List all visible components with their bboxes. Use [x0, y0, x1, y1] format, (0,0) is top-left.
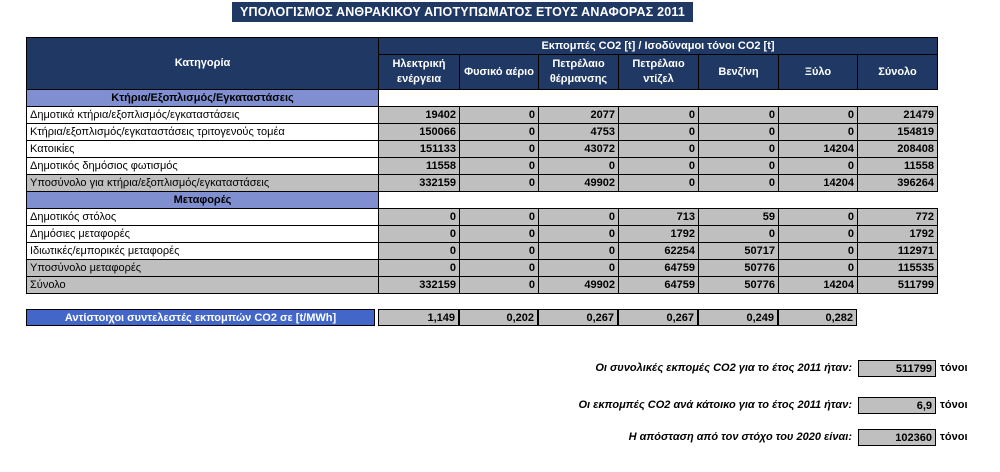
- value-cell: 0: [460, 158, 539, 175]
- value-cell: 150066: [379, 124, 460, 141]
- table-row: [27, 175, 938, 192]
- table-row: [27, 158, 938, 175]
- sheet-title: ΥΠΟΛΟΓΙΣΜΟΣ ΑΝΘΡΑΚΙΚΟΥ ΑΠΟΤΥΠΩΜΑΤΟΣ ΕΤΟΥΣ ΑΝΑΦΟΡΑΣ 2011: [232, 2, 693, 22]
- summary-label: Οι συνολικές εκπομές CO2 για το έτος 2011 ήταν:: [595, 362, 852, 374]
- value-cell: 332159: [379, 277, 460, 294]
- column-header: Σύνολο: [858, 55, 938, 90]
- value-cell: 0: [379, 260, 460, 277]
- table-row: [27, 226, 938, 243]
- value-cell: 0: [379, 243, 460, 260]
- value-cell: 115535: [858, 260, 938, 277]
- value-cell: 50717: [699, 243, 779, 260]
- column-header: Βενζίνη: [699, 55, 779, 90]
- table-row: [27, 209, 938, 226]
- value-cell: 0: [779, 107, 858, 124]
- value-cell: 713: [619, 209, 699, 226]
- value-cell: 0: [779, 209, 858, 226]
- table-row: [27, 277, 938, 294]
- value-cell: 59: [699, 209, 779, 226]
- value-cell: 0: [619, 124, 699, 141]
- value-cell: 112971: [858, 243, 938, 260]
- emissions-header: Εκπομπές CO2 [t] / Ισοδύναμοι τόνοι CO2 [t]: [379, 38, 938, 55]
- value-cell: 0: [460, 243, 539, 260]
- value-cell: 0: [539, 260, 619, 277]
- value-cell: 0: [699, 226, 779, 243]
- row-label: Δημοτικός δημόσιος φωτισμός: [27, 158, 379, 175]
- value-cell: 0: [460, 141, 539, 158]
- value-cell: 11558: [379, 158, 460, 175]
- row-label: Ιδιωτικές/εμπορικές μεταφορές: [27, 243, 379, 260]
- value-cell: 208408: [858, 141, 938, 158]
- value-cell: 50776: [699, 277, 779, 294]
- value-cell: 0: [619, 175, 699, 192]
- column-header: Ξύλο: [779, 55, 858, 90]
- emission-factor-cell: 0,202: [459, 309, 538, 326]
- value-cell: 1792: [858, 226, 938, 243]
- value-cell: 396264: [858, 175, 938, 192]
- value-cell: 0: [460, 277, 539, 294]
- value-cell: 154819: [858, 124, 938, 141]
- summary-value: 511799: [858, 360, 936, 377]
- value-cell: 4753: [539, 124, 619, 141]
- summary-unit: τόνοι: [940, 362, 968, 374]
- value-cell: 0: [779, 158, 858, 175]
- value-cell: 0: [379, 226, 460, 243]
- value-cell: 49902: [539, 175, 619, 192]
- value-cell: 0: [779, 243, 858, 260]
- value-cell: 0: [699, 141, 779, 158]
- value-cell: 0: [539, 243, 619, 260]
- column-header: Ηλεκτρική ενέργεια: [379, 55, 460, 90]
- value-cell: 0: [379, 209, 460, 226]
- value-cell: 0: [779, 260, 858, 277]
- table-row: [27, 141, 938, 158]
- value-cell: 0: [699, 124, 779, 141]
- value-cell: 43072: [539, 141, 619, 158]
- emission-factor-cell: 0,249: [698, 309, 778, 326]
- value-cell: 0: [460, 226, 539, 243]
- value-cell: 0: [460, 209, 539, 226]
- value-cell: 0: [619, 107, 699, 124]
- value-cell: 14204: [779, 141, 858, 158]
- emission-factor-cell: 0,267: [618, 309, 698, 326]
- value-cell: 2077: [539, 107, 619, 124]
- emission-factors-label: Αντίστοιχοι συντελεστές εκπομπών CO2 σε [t/MWh]: [26, 309, 375, 326]
- value-cell: 0: [619, 141, 699, 158]
- row-label: Δημοτικά κτήρια/εξοπλισμός/εγκαταστάσεις: [27, 107, 379, 124]
- summary-label: Οι εκπομπές CO2 ανά κάτοικο για το έτος 2011 ήταν:: [578, 399, 852, 411]
- value-cell: 0: [619, 158, 699, 175]
- value-cell: 0: [539, 209, 619, 226]
- value-cell: 0: [460, 107, 539, 124]
- category-header: Κατηγορία: [27, 38, 379, 90]
- emissions-table: [26, 37, 938, 294]
- emission-factor-cell: 0,267: [538, 309, 618, 326]
- table-row: [27, 107, 938, 124]
- value-cell: 64759: [619, 260, 699, 277]
- row-label: Υποσύνολο για κτήρια/εξοπλισμός/εγκαταστάσεις: [27, 175, 379, 192]
- row-label: Δημόσιες μεταφορές: [27, 226, 379, 243]
- summary-unit: τόνοι: [940, 399, 968, 411]
- value-cell: 0: [460, 175, 539, 192]
- value-cell: 0: [539, 226, 619, 243]
- summary-value: 102360: [858, 429, 936, 446]
- value-cell: 21479: [858, 107, 938, 124]
- column-header: Πετρέλαιο θέρμανσης: [539, 55, 619, 90]
- table-row: [27, 260, 938, 277]
- value-cell: 11558: [858, 158, 938, 175]
- value-cell: 50776: [699, 260, 779, 277]
- column-header: Φυσικό αέριο: [460, 55, 539, 90]
- value-cell: 332159: [379, 175, 460, 192]
- row-label: Δημοτικός στόλος: [27, 209, 379, 226]
- table-row: [27, 243, 938, 260]
- section-transport: Μεταφορές: [27, 192, 379, 209]
- value-cell: 0: [460, 260, 539, 277]
- summary-label: Η απόσταση από τον στόχο του 2020 είναι:: [628, 431, 852, 443]
- summary-unit: τόνοι: [940, 431, 968, 443]
- column-header: Πετρέλαιο ντίζελ: [619, 55, 699, 90]
- emission-factor-cell: 0,282: [778, 309, 857, 326]
- value-cell: 0: [699, 175, 779, 192]
- value-cell: 0: [460, 124, 539, 141]
- value-cell: 14204: [779, 175, 858, 192]
- value-cell: 49902: [539, 277, 619, 294]
- value-cell: 0: [779, 226, 858, 243]
- row-label: Υποσύνολο μεταφορές: [27, 260, 379, 277]
- section-buildings: Κτήρια/Εξοπλισμός/Εγκαταστάσεις: [27, 90, 379, 107]
- value-cell: 772: [858, 209, 938, 226]
- value-cell: 0: [779, 124, 858, 141]
- value-cell: 0: [699, 158, 779, 175]
- table-row: [27, 124, 938, 141]
- summary-value: 6,9: [858, 397, 936, 414]
- value-cell: 62254: [619, 243, 699, 260]
- value-cell: 64759: [619, 277, 699, 294]
- row-label: Κτήρια/εξοπλισμός/εγκαταστάσεις τριτογενούς τομέα: [27, 124, 379, 141]
- value-cell: 1792: [619, 226, 699, 243]
- value-cell: 19402: [379, 107, 460, 124]
- value-cell: 0: [539, 158, 619, 175]
- value-cell: 511799: [858, 277, 938, 294]
- emission-factor-cell: 1,149: [378, 309, 459, 326]
- value-cell: 0: [699, 107, 779, 124]
- value-cell: 151133: [379, 141, 460, 158]
- row-label: Κατοικίες: [27, 141, 379, 158]
- value-cell: 14204: [779, 277, 858, 294]
- row-label: Σύνολο: [27, 277, 379, 294]
